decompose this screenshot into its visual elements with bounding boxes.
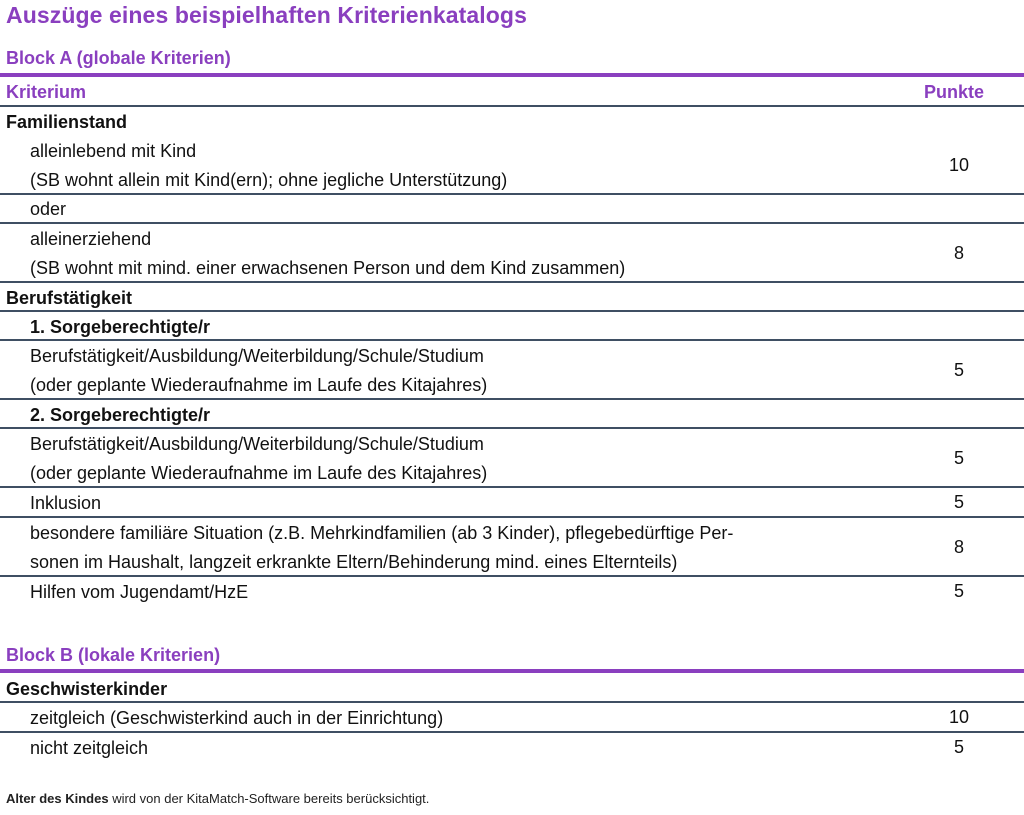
subcategory-2-sorgeberechtigte: 2. Sorgeberechtigte/r — [30, 405, 211, 425]
row-rule — [0, 281, 1024, 283]
row-rule — [0, 575, 1024, 577]
category-familienstand: Familienstand — [6, 112, 128, 132]
row-rule — [0, 701, 1024, 703]
block-a-rule — [0, 73, 1024, 77]
subcategory-1-sorgeberechtigte: 1. Sorgeberechtigte/r — [30, 317, 211, 337]
criterion-line2: sonen im Haushalt, langzeit erkrankte Eltern/Behinderung mind. eines Elternteils) — [30, 552, 678, 572]
header-rule — [0, 105, 1024, 107]
row-rule — [0, 516, 1024, 518]
criterion-line2: (SB wohnt allein mit Kind(ern); ohne jegliche Unterstützung) — [30, 170, 508, 190]
points-value: 5 — [953, 737, 964, 757]
category-geschwisterkinder: Geschwisterkinder — [6, 679, 168, 699]
row-rule — [0, 310, 1024, 312]
criterion-line2: (oder geplante Wiederaufnahme im Laufe des Kitajahres) — [30, 375, 488, 395]
row-rule — [0, 398, 1024, 400]
criterion-line1: Berufstätigkeit/Ausbildung/Weiterbildung/Schule/Studium — [30, 346, 484, 366]
criterion-line1: alleinlebend mit Kind — [30, 141, 197, 161]
criterion-inklusion: Inklusion — [30, 493, 102, 513]
criterion-nicht-zeitgleich: nicht zeitgleich — [30, 738, 149, 758]
criterion-oder: oder — [30, 199, 67, 219]
points-value: 10 — [948, 155, 970, 175]
page-title: Auszüge eines beispielhaften Kriterienkatalogs — [6, 2, 527, 28]
footnote-text: wird von der KitaMatch-Software bereits berücksichtigt. — [108, 791, 430, 806]
criterion-line2: (oder geplante Wiederaufnahme im Laufe des Kitajahres) — [30, 463, 488, 483]
row-rule — [0, 193, 1024, 195]
criterion-zeitgleich: zeitgleich (Geschwisterkind auch in der Einrichtung) — [30, 708, 444, 728]
row-rule — [0, 339, 1024, 341]
column-header-points: Punkte — [924, 82, 985, 102]
points-value: 5 — [953, 360, 964, 380]
points-value: 5 — [953, 448, 964, 468]
block-b-title: Block B (lokale Kriterien) — [6, 645, 221, 665]
row-rule — [0, 731, 1024, 733]
block-a-title: Block A (globale Kriterien) — [6, 48, 231, 68]
points-value: 10 — [948, 707, 970, 727]
footnote-bold: Alter des Kindes — [6, 791, 109, 806]
points-value: 5 — [953, 492, 964, 512]
category-berufstaetigkeit: Berufstätigkeit — [6, 288, 133, 308]
row-rule — [0, 486, 1024, 488]
criterion-line1: Berufstätigkeit/Ausbildung/Weiterbildung/Schule/Studium — [30, 434, 484, 454]
footnote — [6, 791, 429, 806]
points-value: 8 — [953, 537, 964, 557]
column-header-criterion: Kriterium — [6, 82, 87, 102]
criterion-hilfen-jugendamt: Hilfen vom Jugendamt/HzE — [30, 582, 249, 602]
criterion-line1: besondere familiäre Situation (z.B. Mehrkindfamilien (ab 3 Kinder), pflegebedürftige Per- — [30, 523, 734, 543]
points-value: 8 — [953, 243, 964, 263]
criterion-line1: alleinerziehend — [30, 229, 152, 249]
row-rule — [0, 222, 1024, 224]
points-value: 5 — [953, 581, 964, 601]
block-b-rule — [0, 669, 1024, 673]
row-rule — [0, 427, 1024, 429]
criterion-line2: (SB wohnt mit mind. einer erwachsenen Person und dem Kind zusammen) — [30, 258, 626, 278]
